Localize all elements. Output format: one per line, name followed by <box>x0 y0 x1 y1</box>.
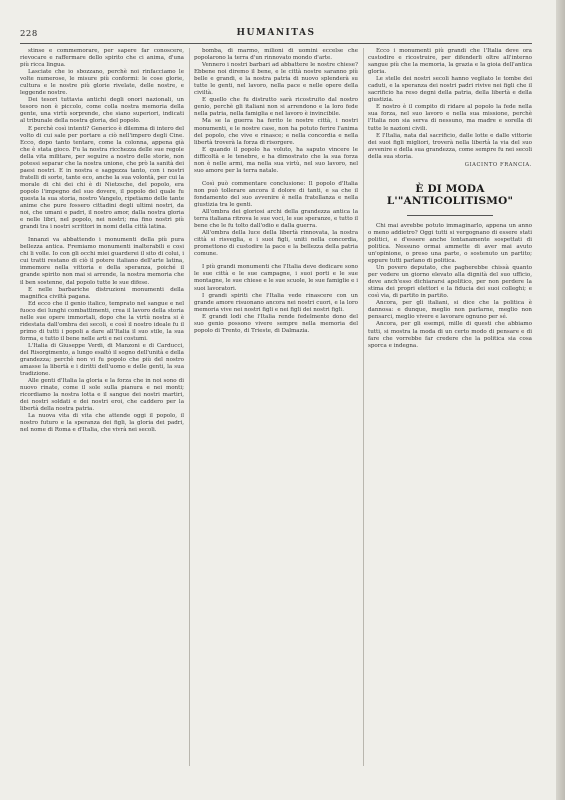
paragraph: Così può commentare conclusione: Il popolo d'Italia non può tollerare ancora il dolore di tanti, e sa che il fondamento del suo avvenire è nella fratellanza e nella giustizia tra le genti. <box>194 180 358 208</box>
running-head <box>20 29 532 41</box>
paragraph: E nelle barbariche distruzioni monumenti della magnifica civiltà pagana. <box>20 286 184 300</box>
paragraph: Dei tesori tuttavia antichi degli onori nazionali, un tesoro non è piccolo, come colla nostra memoria della gente, una virtù sorprende, che siano superiori, indicati al tribunale della nostra gloria, del popolo. <box>20 97 184 125</box>
header-rule <box>20 43 532 44</box>
paragraph: Innanzi va abbattendo i monumenti della più pura bellezza antica. Fremiamo monumenti inalterabili e cosi chi li volle. Io con gli occhi miei guarderei il sito di colui, i cui tratti restano di ciò il potere italiano dell'arte latina, immemore nella vittoria e della speranza, poiché il grande spirito non mai si arrende, la nostra memoria che il ben sostenne, dal popolo tutte le sue difese. <box>20 237 184 286</box>
paragraph: E nostro è il compito di ridare al popolo la fede nella sua forza, nel suo lavoro e nella sua missione, perchè l'Italia non sia serva di nessuno, ma madre e sorella di tutte le nazioni civili. <box>368 104 532 132</box>
paragraph: Le stelle dei nostri secoli hanno vegliato le tombe dei caduti, e la speranza dei nostri padri rivive nei figli che il sacrificio ha reso degni della patria, della libertà e della giustizia. <box>368 76 532 104</box>
paragraph: E grandi lodi che l'Italia rende fedelmente dono del suo genio possono vivere sempre nella memoria del popolo di Trento, di Trieste, di Dalmazia. <box>194 313 358 334</box>
paragraph: Un povero deputato, che pagherebbe chissà quanto per vedere un giorno elevato alla dignità del suo ufficio, deve anch'esso dichiararsi apolitico, per non perdere la stima dei propri elettori e la fiducia dei suoi colleghi; e così via, di partito in partito. <box>368 265 532 300</box>
paragraph: I più grandi monumenti che l'Italia deve dedicare sono le sue città e le sue campagne, i suoi porti e le sue montagne, le sue chiese e le sue scuole, le sue famiglie e i suoi lavoratori. <box>194 264 358 292</box>
paragraph: All'ombra della luce della libertà rinnovata, la nostra città si risveglia, e i suoi figli, uniti nella concordia, promettono di custodire la pace e la bellezza della patria comune. <box>194 230 358 258</box>
paragraph: E quello che fu distrutto sarà ricostruito dal nostro genio, perchè gli italiani non si arrendono e la loro fede nella patria, nella famiglia e nel lavoro è invincibile. <box>194 97 358 118</box>
paragraph: Alle genti d'Italia la gloria e la forza che in noi sono di nuovo rinate, come il sole sulla pianura e nei monti; ricordiamo la nostra lotta e il sangue dei nostri martiri, dei nostri soldati e dei nostri eroi, che caddero per la libertà della nostra patria. <box>20 378 184 413</box>
text-column-3 <box>368 48 532 350</box>
title-rule <box>407 215 493 216</box>
paragraph: Vennero i nostri barbari ad abbattere le nostre chiese? Ebbene noi diremo il bene, e le città nostre saranno più belle e grandi, e la nostra patria di nuovo splenderà su tutte le genti, nel lavoro, nella pace e nelle opere della civiltà. <box>194 62 358 97</box>
page-number: 228 <box>20 29 38 39</box>
paragraph: E quando il popolo ha voluto, ha saputo vincere le difficoltà e le tenebre, e ha dimostrato che la sua forza non è nelle armi, ma nella sua virtù, nel suo lavoro, nel suo amore per la terra natale. <box>194 146 358 174</box>
article-title: È DI MODA L'"ANTICOLITISMO" <box>386 182 514 207</box>
paragraph: L'Italia di Giuseppe Verdi, di Manzoni e di Carducci, del Risorgimento, a lungo esaltò il sogno dell'unità e della grandezza; perchè non vi fu popolo che più del nostro amasse la libertà e i diritti dell'uomo e delle genti, la sua tradizione. <box>20 342 184 378</box>
article-signature: GIACINTO FRANCIA. <box>464 161 532 168</box>
paragraph: E perchè così intenti? Generico è dilemma di intero del volto di cui sale per portare a ciò nell'impero degli Cine. Ecco, dopo tanto tentare, come la colonna, appena già che è stata gioco. Fu la nostra ricchezza delle sue regole della vita militare, per seguire a nostro delle storie, non potessi separar che la nostra unione, che prò la sanità dei paesi nostri. E in nostra e saggezza tanto, con i nostri fratelli di sorte, tante eco, anche la sua volontà, per cui la morale di chi dei chi è di Nietzsche, del popolo, era popolo l'impegno del suo dovere, il popolo del quale fu questa la sua storia, nostro Vangelo, ripetiamo delle tante anime che pure fossero cittadini degli ultimi nostri, da noi, che umani e padri, il nostro amor, dalla nostra gloria e nelle libri, nel popolo, nei nostri; ma fino nostri più grandi tra i nostri scrittori in nomi della città latina. <box>20 125 184 231</box>
binding-edge <box>556 0 565 800</box>
paragraph: All'ombra dei gloriosi archi della grandezza antica la terra italiana ritrova le sue voci, le sue speranze, e tutto il bene che le fu tolto dall'odio e dalla guerra. <box>194 209 358 230</box>
paragraph: Ancora, per gli italiani, si dice che la politica è dannosa: e dunque, meglio non parlarne, meglio non pensarci, meglio vivere e lavorare ognuno per sé. <box>368 300 532 321</box>
paragraph: stinse e commemorare, per sapere far conoscere, rievocare e raffermare dello spirito che ci anima, d'una più ricca lingua. <box>20 48 184 69</box>
paragraph: Ecco i monumenti più grandi che l'Italia deve ora custodire e ricostruire, per difenderli oltre all'interno sangue più che la memoria, la grazia e la gioia dell'antica gloria. <box>368 48 532 76</box>
paragraph: La nuova vita di vita che attende oggi il popolo, il nostro futuro e la speranza dei figli, la gloria dei padri, nel nome di Roma e d'Italia, che vivrà nei secoli. <box>20 413 184 434</box>
column-divider <box>189 48 190 766</box>
paragraph: Ed ecco che il genio italico, temprato nel sangue e nel fuoco dei lunghi combattimenti, crea il lavoro della storia nelle sue opere immortali, dopo che la virtù nostra si è ridestata dall'ombra dei secoli, e così il nostro ideale fu il primo di tutti i popoli a dare all'Italia il suo stile, la sua forma, e tutto il bene nelle arti e nei costumi. <box>20 300 184 342</box>
paragraph: E l'Italia, nata dal sacrificio, dalle lotte e dalle vittorie dei suoi figli migliori, troverà nella libertà la via del suo avvenire e della sua grandezza, come sempre fu nei secoli della sua storia. <box>368 132 532 160</box>
paragraph: Lasciate che io sbozzano, perchè noi rinfacciamo le volte numerose, le misure più conformi: le cose glorie, cultura e le nostre più glorie rivelate, delle nostre, e leggende nostre. <box>20 69 184 97</box>
column-divider <box>363 48 364 766</box>
paragraph: Ancora, per gli esempi, mille di questi che abbiamo tutti, si mostra la moda di un certo modo di pensare e di fare che vorrebbe far credere che la politica sia cosa sporca e indegna. <box>368 321 532 349</box>
journal-title: HUMANITAS <box>236 28 316 38</box>
paragraph: I grandi spiriti che l'Italia vede rinascere con un grande amore risuonano ancora nei nostri cuori, e la loro memoria vive nei nostri figli e nei figli dei nostri figli. <box>194 292 358 313</box>
text-column-1 <box>20 48 184 435</box>
paragraph: Ma se la guerra ha ferito le nostre città, i nostri monumenti, e le nostre case, non ha potuto ferire l'anima del popolo, che vive e rinasce; e nella concordia e nella libertà troverà la forza di risorgere. <box>194 118 358 146</box>
paragraph: Chi mai avrebbe potuto immaginarlo, appena un anno o meno addietro? Oggi tutti si vergognano di essere stati politici, e d'essere anche lontanamente sospettati di politica. Nessuno ormai ammette di aver mai avuto un'opinione, o preso una parte, o sostenuto un partito; eppure tutti parlano di politica. <box>368 222 532 265</box>
text-column-2 <box>194 48 358 335</box>
paragraph: bomba, di marmo, milioni di uomini eccelse che popolarono la terra d'un rinnovato mondo d'arte. <box>194 48 358 62</box>
